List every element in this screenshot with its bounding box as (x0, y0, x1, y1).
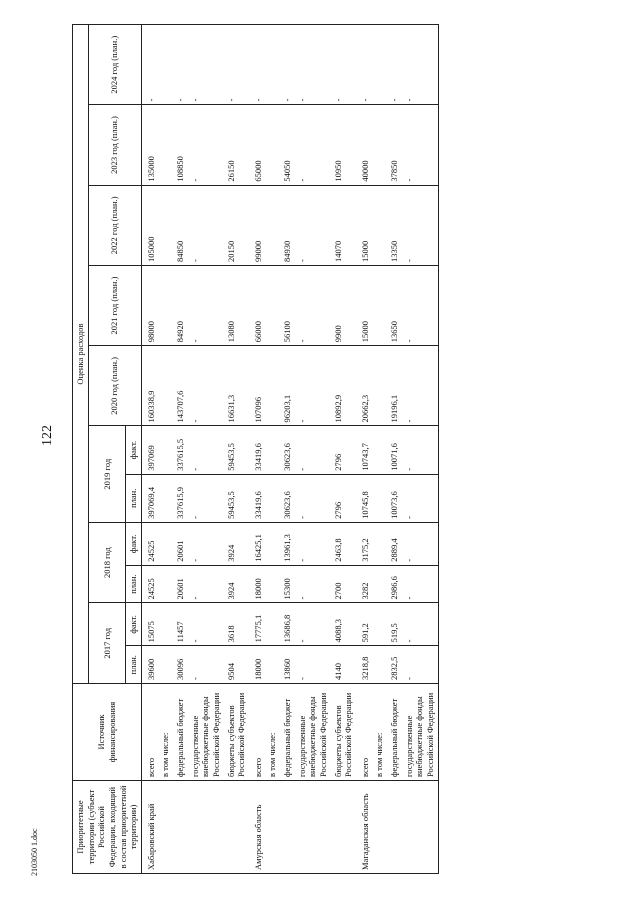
value-cell: 20601 (173, 522, 188, 565)
header-2019-plan: план. (126, 474, 142, 522)
table-row (249, 25, 266, 874)
territory-cell (188, 781, 224, 874)
footer-filename: 2103050 1.doc (30, 828, 39, 876)
value-cell: 3175,2 (356, 522, 373, 565)
value-cell: 105000 (141, 185, 158, 265)
value-cell: 108850 (173, 105, 188, 185)
value-cell: 13860 (280, 646, 295, 684)
value-cell: 107096 (249, 346, 266, 426)
value-cell: 2463,8 (331, 522, 356, 565)
source-cell: всего (249, 684, 266, 781)
value-cell: - (402, 603, 438, 646)
value-cell (265, 265, 280, 345)
value-cell: - (402, 346, 438, 426)
table-row (387, 25, 402, 874)
table-row (224, 25, 249, 874)
value-cell: 24525 (141, 522, 158, 565)
value-cell: 3924 (224, 522, 249, 565)
value-cell (265, 646, 280, 684)
territory-cell (224, 781, 249, 874)
header-2024: 2024 год (план.) (88, 25, 141, 105)
value-cell: 2889,4 (387, 522, 402, 565)
value-cell: 13650 (387, 265, 402, 345)
value-cell: 15075 (141, 603, 158, 646)
value-cell: 18000 (249, 646, 266, 684)
value-cell: 10073,6 (387, 474, 402, 522)
value-cell: 2986,6 (387, 565, 402, 603)
value-cell: - (188, 25, 224, 105)
value-cell (265, 474, 280, 522)
header-2018: 2018 год (88, 522, 126, 603)
value-cell: 13350 (387, 185, 402, 265)
value-cell: 10071,6 (387, 426, 402, 474)
value-cell: - (402, 25, 438, 105)
value-cell (372, 474, 387, 522)
value-cell (158, 265, 173, 345)
value-cell: 3218,8 (356, 646, 373, 684)
source-cell: государственные внебюджетные фонды Российской Федерации (402, 684, 438, 781)
expenditure-table (72, 24, 439, 874)
territory-cell (158, 781, 173, 874)
value-cell: 397069,4 (141, 474, 158, 522)
value-cell (372, 522, 387, 565)
source-cell: в том числе: (265, 684, 280, 781)
table-row (402, 25, 438, 874)
value-cell: - (295, 105, 331, 185)
value-cell: 59453,5 (224, 474, 249, 522)
value-cell: 24525 (141, 565, 158, 603)
source-cell: в том числе: (158, 684, 173, 781)
value-cell: 160338,9 (141, 346, 158, 426)
table-row (188, 25, 224, 874)
territory-cell: Магаданская область (356, 781, 373, 874)
value-cell (372, 185, 387, 265)
value-cell: 16631,3 (224, 346, 249, 426)
value-cell: 10745,8 (356, 474, 373, 522)
value-cell (372, 105, 387, 185)
value-cell (158, 25, 173, 105)
value-cell: - (295, 346, 331, 426)
source-cell: федеральный бюджет (173, 684, 188, 781)
rotated-table-container (72, 24, 608, 874)
value-cell: - (173, 25, 188, 105)
header-2017: 2017 год (88, 603, 126, 684)
value-cell: 13686,8 (280, 603, 295, 646)
table-row (265, 25, 280, 874)
value-cell: - (188, 522, 224, 565)
value-cell: - (188, 603, 224, 646)
value-cell: 84920 (173, 265, 188, 345)
value-cell: 3282 (356, 565, 373, 603)
source-cell: всего (141, 684, 158, 781)
value-cell: 135000 (141, 105, 158, 185)
value-cell: 13080 (224, 265, 249, 345)
value-cell: 2700 (331, 565, 356, 603)
value-cell: 16425,1 (249, 522, 266, 565)
value-cell: 66000 (249, 265, 266, 345)
value-cell: 2832,5 (387, 646, 402, 684)
value-cell: 519,5 (387, 603, 402, 646)
value-cell (158, 474, 173, 522)
territory-cell (280, 781, 295, 874)
header-2019: 2019 год (88, 426, 126, 522)
value-cell (158, 603, 173, 646)
value-cell: 33419,6 (249, 474, 266, 522)
header-2018-fact: факт. (126, 522, 142, 565)
territory-cell (265, 781, 280, 874)
table-row (295, 25, 331, 874)
value-cell: - (295, 565, 331, 603)
table-row (141, 25, 158, 874)
value-cell (372, 426, 387, 474)
page-number: 122 (40, 425, 55, 446)
value-cell: - (402, 474, 438, 522)
value-cell (372, 646, 387, 684)
value-cell: 143707,6 (173, 346, 188, 426)
value-cell (265, 25, 280, 105)
value-cell: 18000 (249, 565, 266, 603)
territory-cell (173, 781, 188, 874)
value-cell: 3618 (224, 603, 249, 646)
value-cell: - (402, 646, 438, 684)
value-cell: 30623,6 (280, 474, 295, 522)
value-cell: 30096 (173, 646, 188, 684)
table-row (356, 25, 373, 874)
value-cell: - (295, 646, 331, 684)
header-territory: Приоритетные территории (субъект Российской Федерации, входящий в состав приоритетной территории) (73, 781, 142, 874)
header-2023: 2023 год (план.) (88, 105, 141, 185)
source-cell: государственные внебюджетные фонды Российской Федерации (295, 684, 331, 781)
table-row (173, 25, 188, 874)
header-2017-fact: факт. (126, 603, 142, 646)
value-cell (158, 522, 173, 565)
value-cell: - (356, 25, 373, 105)
value-cell: 84930 (280, 185, 295, 265)
value-cell: 4140 (331, 646, 356, 684)
value-cell: 20662,3 (356, 346, 373, 426)
value-cell: 39600 (141, 646, 158, 684)
header-estimate: Оценка расходов (73, 25, 89, 684)
value-cell (265, 346, 280, 426)
value-cell: - (188, 565, 224, 603)
table-row (372, 25, 387, 874)
source-cell: всего (356, 684, 373, 781)
value-cell: - (402, 185, 438, 265)
header-source: Источник финансирования (73, 684, 142, 781)
value-cell (265, 603, 280, 646)
source-cell: федеральный бюджет (387, 684, 402, 781)
value-cell: - (188, 426, 224, 474)
territory-cell (295, 781, 331, 874)
value-cell: 337615,5 (173, 426, 188, 474)
table-row (280, 25, 295, 874)
value-cell (265, 565, 280, 603)
value-cell: 10892,9 (331, 346, 356, 426)
source-cell: федеральный бюджет (280, 684, 295, 781)
value-cell: 10950 (331, 105, 356, 185)
value-cell (372, 25, 387, 105)
header-2017-plan: план. (126, 646, 142, 684)
value-cell: 84850 (173, 185, 188, 265)
value-cell: 15300 (280, 565, 295, 603)
value-cell: - (295, 522, 331, 565)
value-cell: 17775,1 (249, 603, 266, 646)
value-cell: 15000 (356, 185, 373, 265)
value-cell: 15000 (356, 265, 373, 345)
value-cell: 4088,3 (331, 603, 356, 646)
header-2018-plan: план. (126, 565, 142, 603)
territory-cell: Амурская область (249, 781, 266, 874)
value-cell: 33419,6 (249, 426, 266, 474)
value-cell: 98000 (141, 265, 158, 345)
value-cell: 2796 (331, 474, 356, 522)
value-cell: 56100 (280, 265, 295, 345)
value-cell: 99000 (249, 185, 266, 265)
value-cell (158, 105, 173, 185)
value-cell (158, 346, 173, 426)
value-cell (158, 185, 173, 265)
value-cell: - (295, 25, 331, 105)
territory-cell (387, 781, 402, 874)
value-cell: 14070 (331, 185, 356, 265)
value-cell: 591,2 (356, 603, 373, 646)
source-cell: бюджеты субъектов Российской Федерации (331, 684, 356, 781)
territory-cell: Хабаровский край (141, 781, 158, 874)
value-cell: - (249, 25, 266, 105)
value-cell: 40000 (356, 105, 373, 185)
value-cell: 30623,6 (280, 426, 295, 474)
table-row (331, 25, 356, 874)
value-cell: - (188, 105, 224, 185)
value-cell (265, 105, 280, 185)
value-cell: - (295, 603, 331, 646)
territory-cell (402, 781, 438, 874)
value-cell: 10743,7 (356, 426, 373, 474)
value-cell: - (402, 565, 438, 603)
value-cell (158, 646, 173, 684)
value-cell (265, 185, 280, 265)
territory-cell (372, 781, 387, 874)
value-cell: - (188, 646, 224, 684)
value-cell: - (224, 25, 249, 105)
value-cell (372, 346, 387, 426)
value-cell (265, 522, 280, 565)
value-cell: 3924 (224, 565, 249, 603)
value-cell: 65000 (249, 105, 266, 185)
value-cell: 59453,5 (224, 426, 249, 474)
source-cell: в том числе: (372, 684, 387, 781)
value-cell (158, 426, 173, 474)
value-cell: - (188, 265, 224, 345)
value-cell: 96203,1 (280, 346, 295, 426)
value-cell: - (295, 474, 331, 522)
value-cell: 13961,3 (280, 522, 295, 565)
value-cell: - (402, 522, 438, 565)
value-cell: - (402, 426, 438, 474)
value-cell: - (295, 426, 331, 474)
value-cell: - (188, 185, 224, 265)
value-cell: 9504 (224, 646, 249, 684)
value-cell: 20601 (173, 565, 188, 603)
header-2022: 2022 год (план.) (88, 185, 141, 265)
source-cell: бюджеты субъектов Российской Федерации (224, 684, 249, 781)
value-cell: 2796 (331, 426, 356, 474)
value-cell (265, 426, 280, 474)
table-row (158, 25, 173, 874)
table-body (141, 25, 438, 874)
header-2019-fact: факт. (126, 426, 142, 474)
value-cell (372, 265, 387, 345)
value-cell: 9900 (331, 265, 356, 345)
value-cell: 26150 (224, 105, 249, 185)
value-cell: - (280, 25, 295, 105)
value-cell: - (402, 105, 438, 185)
header-2021: 2021 год (план.) (88, 265, 141, 345)
value-cell: - (387, 25, 402, 105)
value-cell: 19196,1 (387, 346, 402, 426)
value-cell: - (188, 474, 224, 522)
value-cell: - (331, 25, 356, 105)
header-2020: 2020 год (план.) (88, 346, 141, 426)
value-cell: 337615,9 (173, 474, 188, 522)
value-cell: - (295, 265, 331, 345)
value-cell (158, 565, 173, 603)
value-cell: 37850 (387, 105, 402, 185)
value-cell: 397069 (141, 426, 158, 474)
value-cell: - (295, 185, 331, 265)
source-cell: государственные внебюджетные фонды Российской Федерации (188, 684, 224, 781)
value-cell: 20150 (224, 185, 249, 265)
territory-cell (331, 781, 356, 874)
value-cell: - (402, 265, 438, 345)
value-cell (372, 603, 387, 646)
value-cell: 11457 (173, 603, 188, 646)
value-cell (372, 565, 387, 603)
value-cell: 54050 (280, 105, 295, 185)
value-cell: - (188, 346, 224, 426)
value-cell: - (141, 25, 158, 105)
